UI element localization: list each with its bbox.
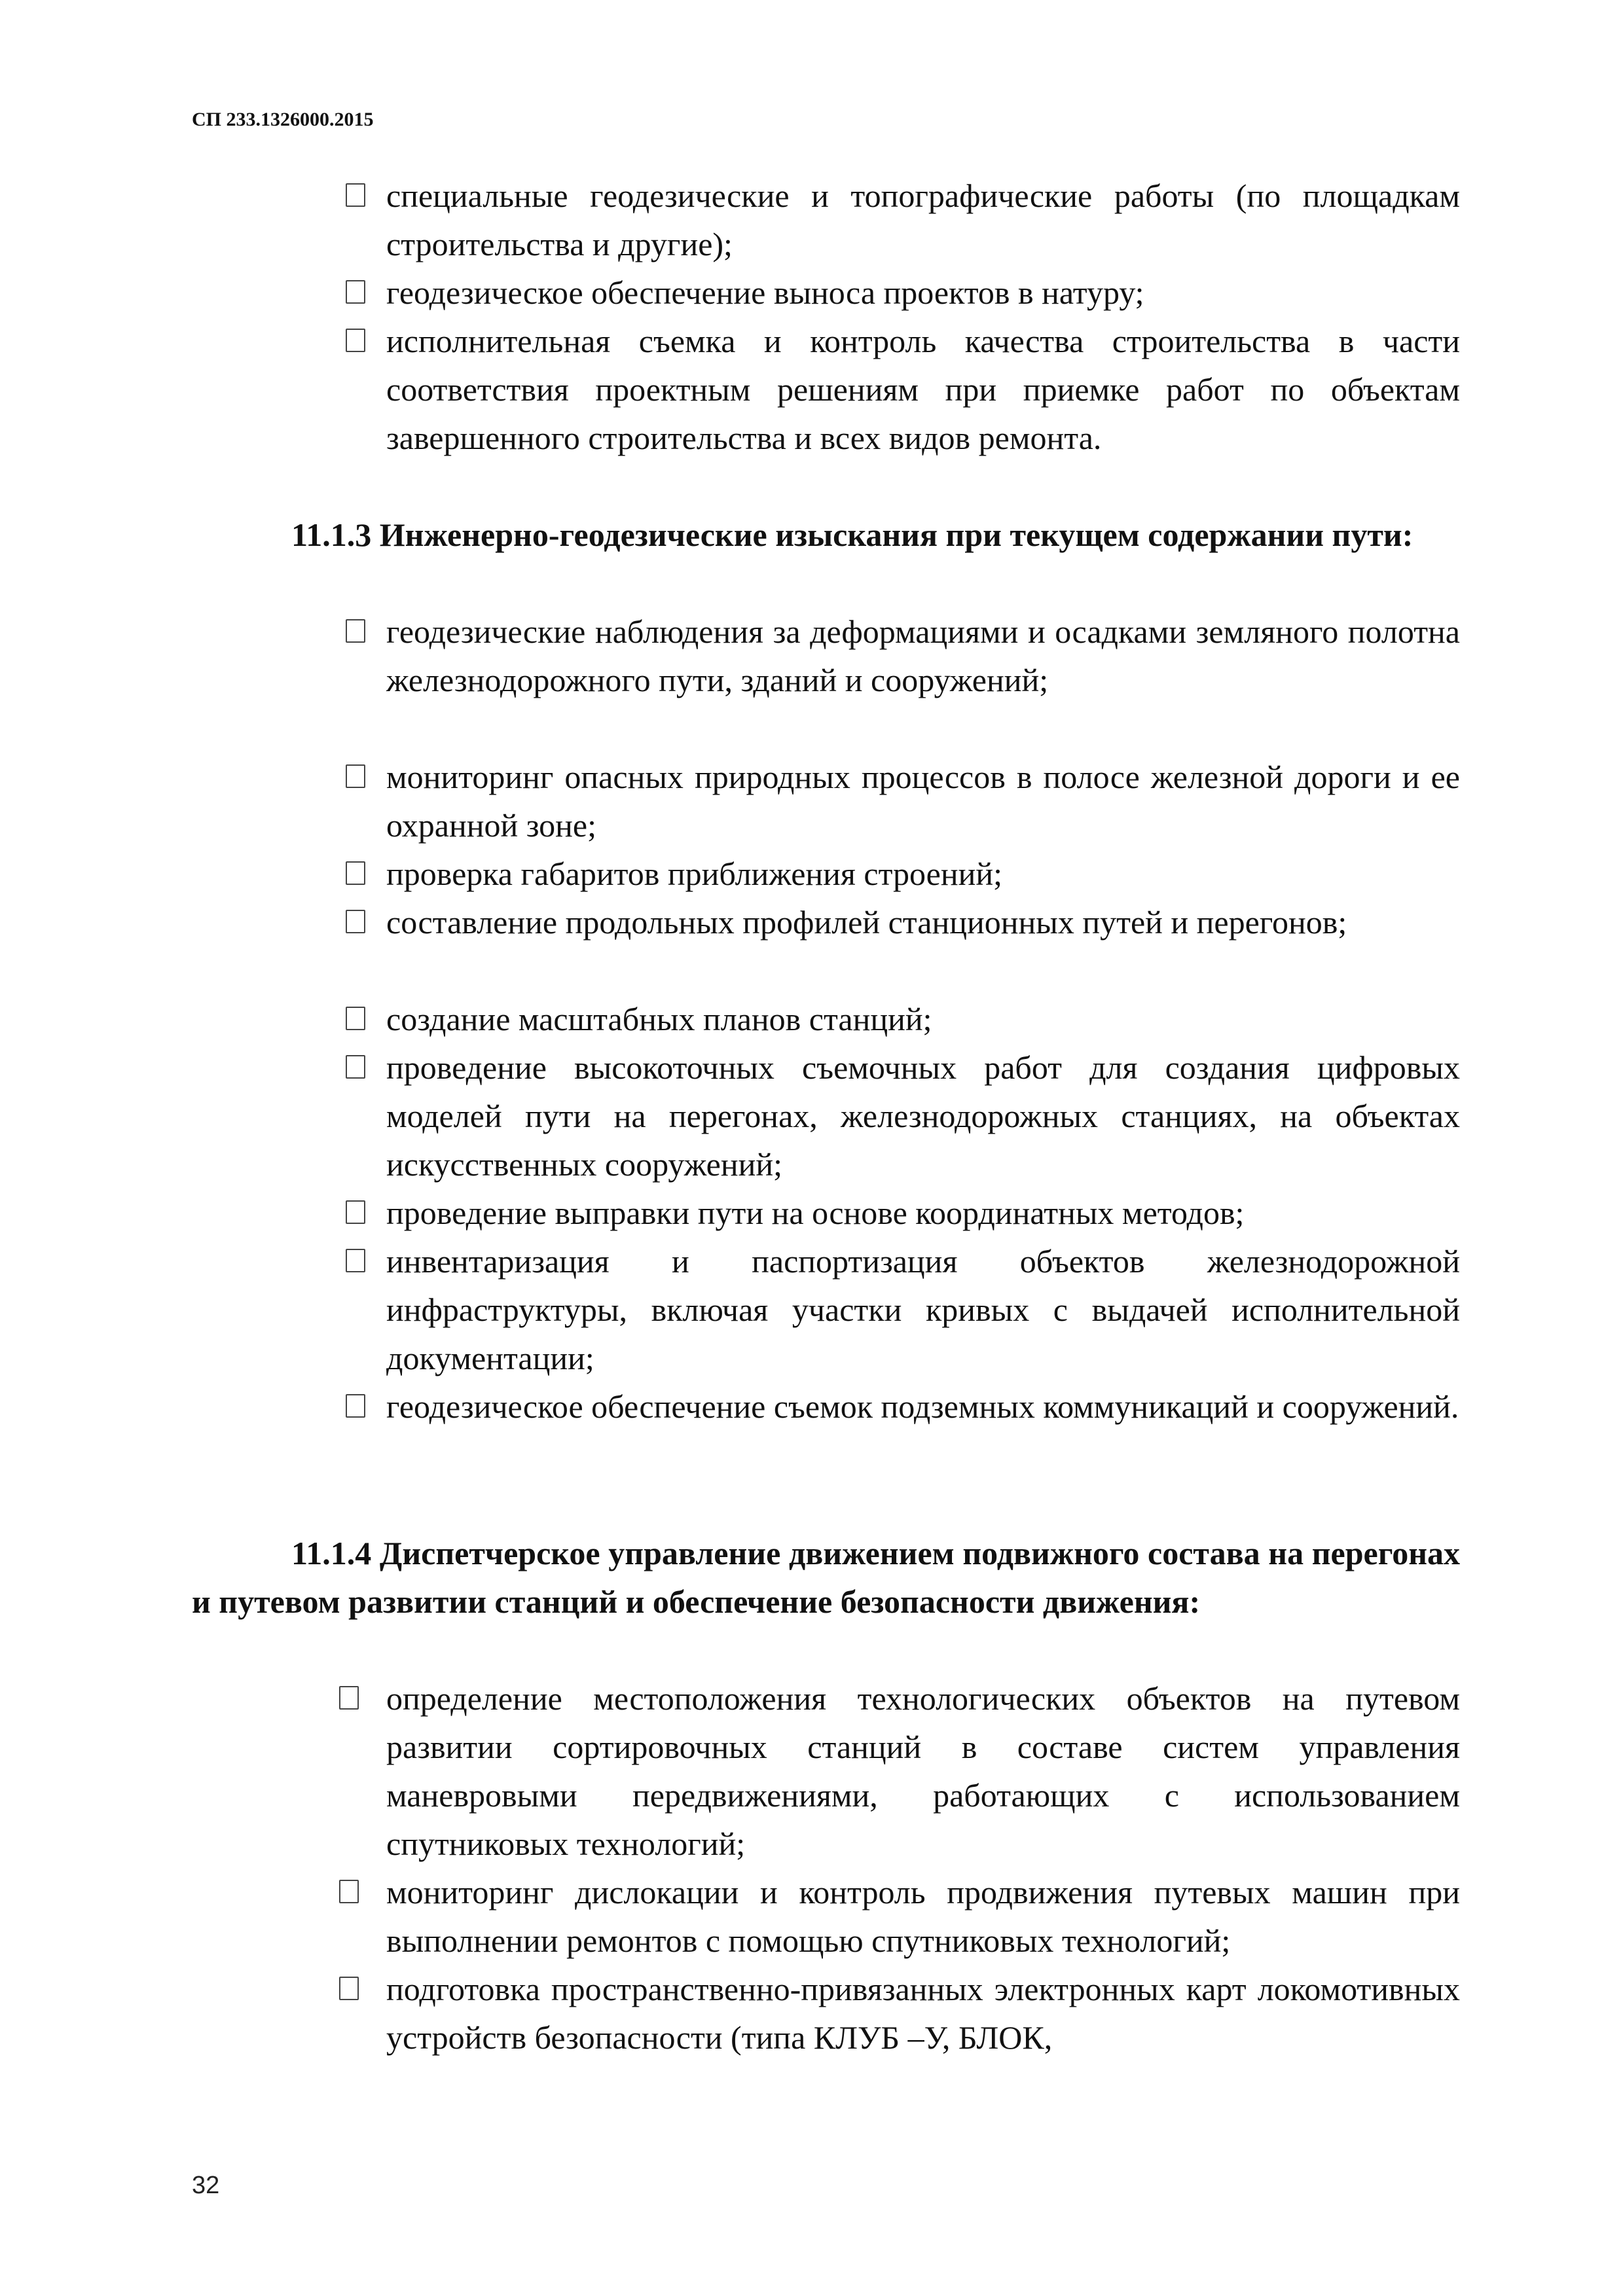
list-item: составление продольных профилей станционных путей и перегонов; [386, 898, 1460, 946]
section-number: 11.1.4 [291, 1535, 372, 1571]
section-title: Диспетчерское управление движением подвижного состава на перегонах и путевом развитии станций и обеспечение безопасности движения: [192, 1535, 1460, 1620]
list-item: проведение высокоточных съемочных работ для создания цифровых моделей пути на перегонах, железнодорожных станциях, на объектах искусственных сооружений; [386, 1043, 1460, 1189]
list-item: проведение выправки пути на основе координатных методов; [386, 1189, 1460, 1237]
list-item: исполнительная съемка и контроль качества строительства в части соответствия проектным решениям при приемке работ по объектам завершенного строительства и всех видов ремонта. [386, 317, 1460, 462]
list-item: подготовка пространственно-привязанных электронных карт локомотивных устройств безопасности (типа КЛУБ –У, БЛОК, [386, 1965, 1460, 2062]
section-title: Инженерно-геодезические изыскания при текущем содержании пути: [379, 516, 1413, 553]
page-number: 32 [192, 2172, 220, 2199]
checkbox-bullet-icon [339, 1686, 359, 1710]
checkbox-bullet-icon [346, 1249, 365, 1272]
list-item: мониторинг дислокации и контроль продвижения путевых машин при выполнении ремонтов с помощью спутниковых технологий; [386, 1868, 1460, 1965]
checkbox-bullet-icon [346, 1200, 365, 1224]
list-item: проверка габаритов приближения строений; [386, 850, 1460, 898]
list-item: создание масштабных планов станций; [386, 995, 1460, 1043]
checkbox-bullet-icon [346, 1394, 365, 1418]
document-code: СП 233.1326000.2015 [192, 109, 374, 130]
checkbox-bullet-icon [346, 280, 365, 304]
list-item: специальные геодезические и топографические работы (по площадкам строительства и другие); [386, 171, 1460, 268]
section-heading [192, 1529, 1460, 1626]
checkbox-bullet-icon [346, 183, 365, 207]
list-item: геодезические наблюдения за деформациями и осадками земляного полотна железнодорожного пути, зданий и сооружений; [386, 607, 1460, 704]
checkbox-bullet-icon [346, 764, 365, 788]
list-item: геодезическое обеспечение съемок подземных коммуникаций и сооружений. [386, 1382, 1460, 1431]
list-item: определение местоположения технологических объектов на путевом развитии сортировочных станций в составе систем управления маневровыми передвижениями, работающих с использованием спутниковых технологий; [386, 1674, 1460, 1868]
list-item: мониторинг опасных природных процессов в полосе железной дороги и ее охранной зоне; [386, 753, 1460, 850]
checkbox-bullet-icon [346, 329, 365, 352]
section-heading [192, 511, 1460, 559]
checkbox-bullet-icon [339, 1880, 359, 1903]
checkbox-bullet-icon [346, 910, 365, 933]
list-item: геодезическое обеспечение выноса проектов в натуру; [386, 268, 1460, 317]
checkbox-bullet-icon [346, 1055, 365, 1079]
section-number: 11.1.3 [291, 516, 372, 553]
checkbox-bullet-icon [339, 1977, 359, 2000]
list-item: инвентаризация и паспортизация объектов железнодорожной инфраструктуры, включая участки кривых с выдачей исполнительной документации; [386, 1237, 1460, 1382]
checkbox-bullet-icon [346, 1007, 365, 1030]
checkbox-bullet-icon [346, 861, 365, 885]
checkbox-bullet-icon [346, 619, 365, 643]
